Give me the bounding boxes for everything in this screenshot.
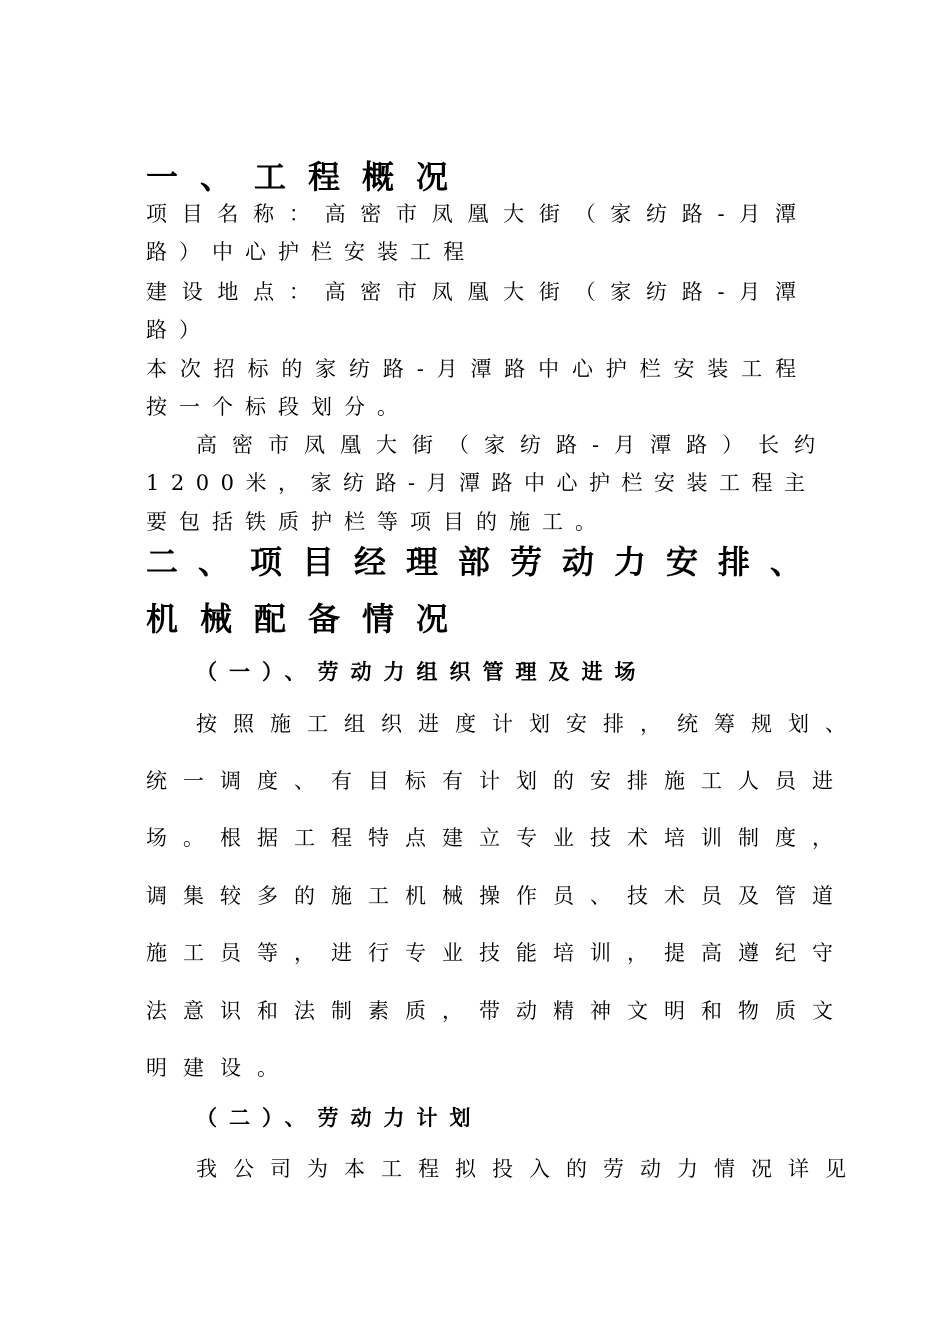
scope-line-1: 高密市凤凰大街（家纺路-月潭路）长约 — [196, 433, 831, 457]
labor-paragraph-line-1: 按照施工组织进度计划安排，统筹规划、 — [196, 712, 862, 736]
location-line-2: 路） — [146, 318, 212, 342]
labor-paragraph-line-4: 调集较多的施工机械操作员、技术员及管道 — [146, 884, 849, 908]
bid-line-2: 按一个标段划分。 — [146, 395, 410, 419]
scope-line-3: 要包括铁质护栏等项目的施工。 — [146, 510, 608, 534]
section-heading-labor: 二、项目经理部劳动力安排、 — [146, 543, 823, 581]
project-name-line-1: 项目名称：高密市凤凰大街（家纺路-月潭 — [146, 202, 796, 226]
section-heading-overview: 一、工程概况 — [146, 158, 471, 196]
labor-paragraph-line-2: 统一调度、有目标有计划的安排施工人员进 — [146, 769, 849, 793]
bid-line-1: 本次招标的家纺路-月潭路中心护栏安装工程 — [146, 357, 796, 381]
labor-paragraph-line-6: 法意识和法制素质，带动精神文明和物质文 — [146, 999, 849, 1023]
labor-paragraph-line-3: 场。根据工程特点建立专业技术培训制度， — [146, 826, 849, 850]
section-heading-labor-line-2: 机械配备情况 — [146, 600, 471, 638]
location-line-1: 建设地点：高密市凤凰大街（家纺路-月潭 — [146, 280, 796, 304]
subheading-labor-plan: （二）、劳动力计划 — [196, 1106, 483, 1130]
labor-paragraph-line-5: 施工员等，进行专业技能培训，提高遵纪守 — [146, 941, 849, 965]
project-name-line-2: 路）中心护栏安装工程 — [146, 240, 476, 264]
subheading-labor-management: （一）、劳动力组织管理及进场 — [196, 660, 648, 684]
scope-line-2: 1200米，家纺路-月潭路中心护栏安装工程主 — [146, 471, 817, 495]
labor-paragraph-line-7: 明建设。 — [146, 1056, 294, 1080]
labor-plan-line-1: 我公司为本工程拟投入的劳动力情况详见 — [196, 1157, 862, 1181]
